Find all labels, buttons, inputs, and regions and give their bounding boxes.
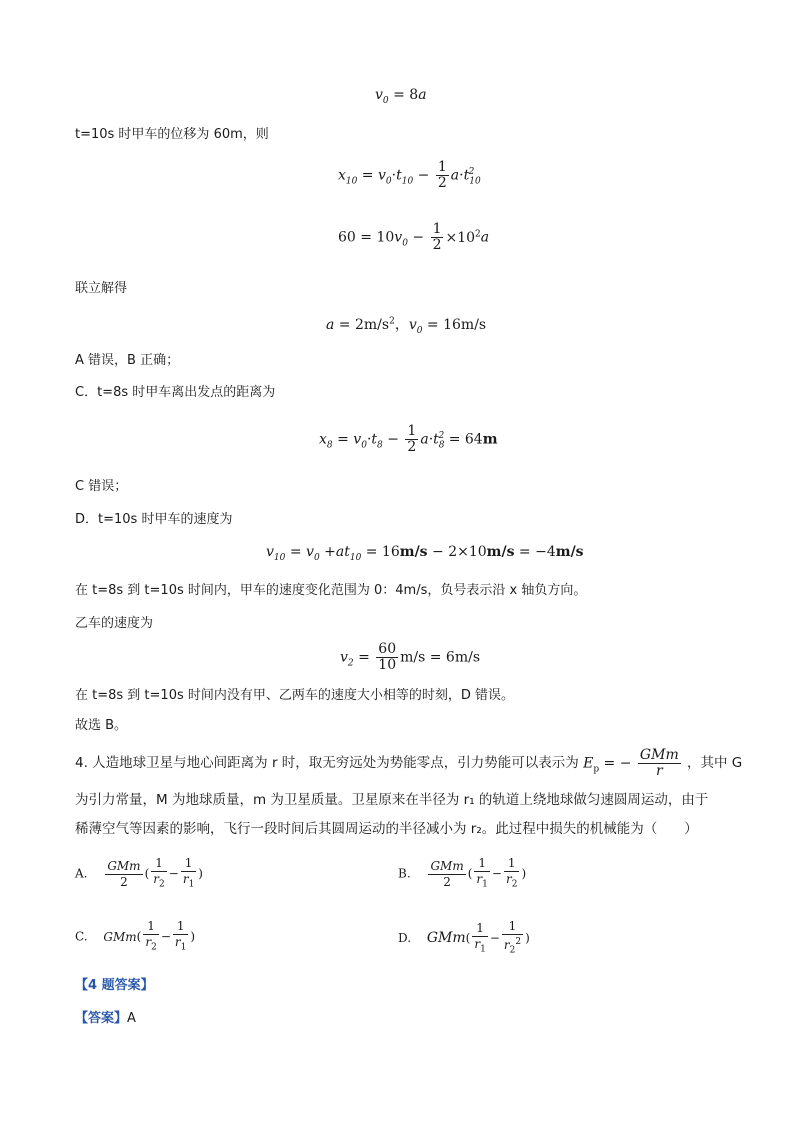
text-line: 在 t=8s 到 t=10s 时间内没有甲、乙两车的速度大小相等的时刻，D 错误。 bbox=[75, 688, 515, 703]
equation-x8: $x_8 = v_0\cdot t_8$ − $\frac{1}{2}$ $a\cdot t_8^2 = 64m$ bbox=[319, 423, 498, 455]
question-line: 稀薄空气等因素的影响，飞行一段时间后其圆周运动的半径减小为 r₂。此过程中损失的机械能为（ ） bbox=[75, 821, 698, 837]
equation-ep: $E_p$ = − $\frac{\text{GMm}}{r}$ bbox=[583, 746, 679, 779]
option-d[interactable]: D. GMm( $\frac{1}{r_1}$ − $\frac{1}{r_2^2}$ ) bbox=[398, 919, 530, 956]
equation-v10: $v_{10} = v_0 +at_{10} = 16m/s - 2\times 10m/s = -4m/s$ bbox=[266, 544, 584, 563]
text-line: 在 t=8s 到 t=10s 时间内，甲车的速度变化范围为 0：4m/s，负号表示沿 x 轴负方向。 bbox=[75, 583, 587, 598]
text-line: C．t=8s 时甲车离出发点的距离为 bbox=[75, 385, 276, 400]
equation-solution: $a = 2m/s^2$，$v_0 = 16m/s$ bbox=[326, 316, 487, 336]
text-line: C 错误； bbox=[75, 479, 128, 494]
option-c[interactable]: C. GMm( $\frac{1}{r_2}$ − $\frac{1}{r_1}$ ) bbox=[75, 919, 196, 953]
text-line: 故选 B。 bbox=[75, 718, 128, 733]
equation-v0: $v_0 = 8a$ bbox=[375, 87, 427, 106]
equation-60: $60 = 10v_0$ − $\frac{1}{2}$ $\times 10^2a$ bbox=[338, 221, 490, 253]
answer-section-tag: 【4 题答案】 bbox=[75, 978, 154, 993]
option-a[interactable]: A. $\frac{\text{GMm}}{2}$ ( $\frac{1}{r_2}$ − $\frac{1}{r_1}$ ) bbox=[75, 856, 203, 890]
equation-x10: $x_{10} = v_0\cdot t_{10}$ − $\frac{1}{2}$ $a\cdot t_{10}^2$ bbox=[338, 159, 481, 191]
question-line: 4. 人造地球卫星与地心间距离为 r 时，取无穷远处为势能零点，引力势能可以表示为 $E_p$ = − $\frac{\text{GMm}}{r}$ ，其中 G bbox=[75, 746, 743, 779]
option-b[interactable]: B. $\frac{\text{GMm}}{2}$ ( $\frac{1}{r_1}$ − $\frac{1}{r_2}$ ) bbox=[398, 856, 527, 890]
text-line: D．t=10s 时甲车的速度为 bbox=[75, 512, 233, 527]
text-line: 乙车的速度为 bbox=[75, 616, 154, 631]
text-line: A 错误，B 正确； bbox=[75, 353, 180, 368]
equation-v2: $v_2$ = $\frac{60}{10}$ m/s = 6m/s bbox=[340, 641, 481, 673]
text-line: 联立解得 bbox=[75, 281, 128, 296]
answer-label: 【答案】A bbox=[75, 1011, 136, 1026]
text-line: t=10s 时甲车的位移为 60m，则 bbox=[75, 127, 269, 142]
question-line: 为引力常量，M 为地球质量，m 为卫星质量。卫星原来在半径为 r₁ 的轨道上绕地球做匀速圆周运动，由于 bbox=[75, 792, 709, 808]
